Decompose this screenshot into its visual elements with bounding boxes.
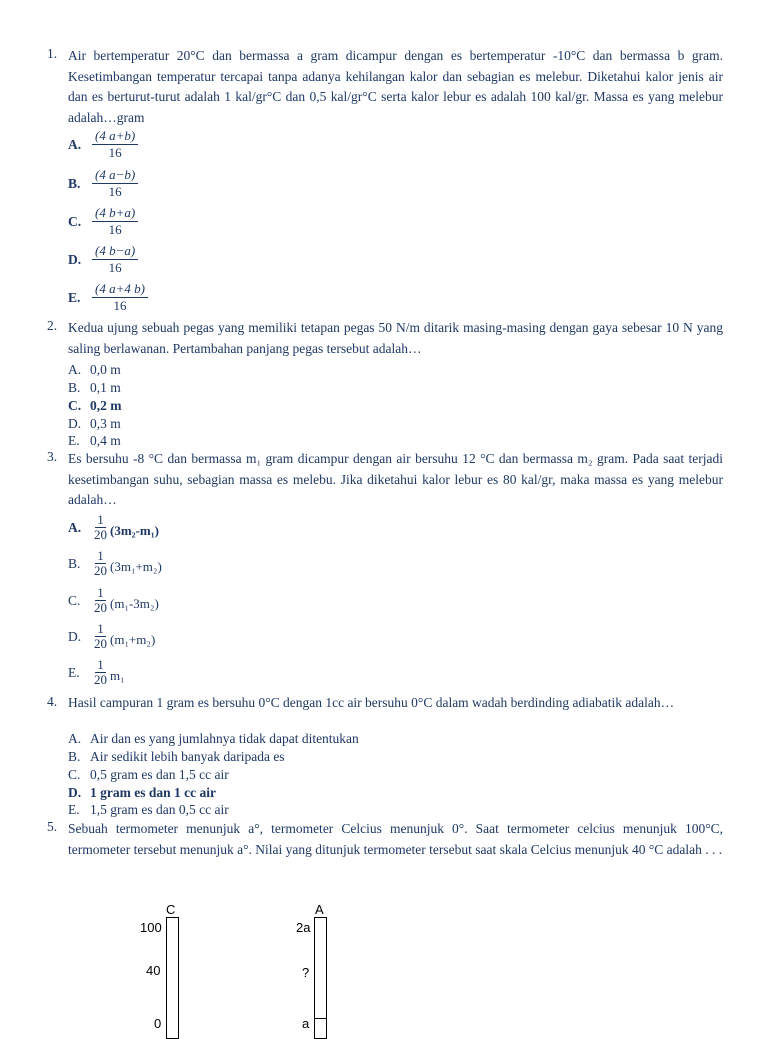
thermometer-a <box>314 917 327 1039</box>
thermometer-c <box>166 917 179 1039</box>
question-3 <box>47 449 723 511</box>
option-text: (m₁-3m₂) <box>110 595 159 611</box>
q2-option-b[interactable]: B. 0,1 m <box>68 380 121 395</box>
question-text: Hasil campuran 1 gram es bersuhu 0°C dengan 1cc air bersuhu 0°C dalam wadah berdinding adiabatik adalah… <box>68 695 675 710</box>
q4-option-d[interactable]: D. 1 gram es dan 1 cc air <box>68 785 216 800</box>
fraction: $\frac{(4 a+b)}{16}$ <box>92 128 138 161</box>
option-label: E. <box>68 664 80 680</box>
q2-option-c[interactable]: C. 0,2 m <box>68 398 122 413</box>
thermometer-c-mid-label: 40 <box>146 963 161 978</box>
option-text: m₁ <box>110 667 125 683</box>
option-text: (3m₂-m₁) <box>110 522 159 538</box>
question-number: 1. <box>47 46 58 61</box>
thermometer-c-top-label: 100 <box>140 920 162 935</box>
fraction: 1 20 <box>94 657 107 687</box>
thermometer-a-name: A <box>315 902 324 917</box>
question-text: Sebuah termometer menunjuk a°, termometer Celcius menunjuk 0°. Saat termometer celcius menunjuk 100°C, termometer tersebut menunjuk a°. Nilai yang ditunjuk termometer tersebut saat skala Celcius menunjuk 40 °C adalah . . . <box>68 821 723 857</box>
question-number: 4. <box>47 694 58 709</box>
q1-option-e[interactable] <box>68 281 148 314</box>
question-text: Es bersuhu -8 °C dan bermassa m₁ gram dicampur dengan air bersuhu 12 °C dan bermassa m₂ gram. Pada saat terjadi kesetimbangan suhu, sebagian massa es melebu. Jika diketahui kalor lebur es 80 kal/gr, maka massa es yang melebur adalah… <box>68 451 723 507</box>
q4-option-c[interactable]: C. 0,5 gram es dan 1,5 cc air <box>68 767 229 782</box>
q4-option-b[interactable]: B. Air sedikit lebih banyak daripada es <box>68 749 285 764</box>
option-label: E. <box>68 289 81 305</box>
q3-option-d[interactable] <box>68 622 155 651</box>
q1-option-d[interactable] <box>68 243 138 276</box>
option-label: D. <box>68 251 82 267</box>
option-label: A. <box>68 136 82 152</box>
q3-option-c[interactable] <box>68 586 159 615</box>
question-number: 3. <box>47 449 58 464</box>
fraction: 1 20 <box>94 585 107 615</box>
option-label: C. <box>68 592 81 608</box>
q3-option-a[interactable] <box>68 513 159 542</box>
q1-option-b[interactable] <box>68 167 138 200</box>
thermometer-c-name: C <box>166 902 176 917</box>
q4-option-a[interactable]: A. Air dan es yang jumlahnya tidak dapat ditentukan <box>68 731 359 746</box>
fraction: $\frac{(4 b-a)}{16}$ <box>92 243 138 276</box>
question-4 <box>47 694 723 712</box>
fraction: $\frac{(4 a+4 b)}{16}$ <box>92 281 148 314</box>
q2-option-a[interactable]: A. 0,0 m <box>68 362 121 377</box>
q1-option-c[interactable] <box>68 205 138 238</box>
thermometer-a-top-label: 2a <box>296 920 311 935</box>
option-label: C. <box>68 213 82 229</box>
question-number: 5. <box>47 819 58 834</box>
thermometer-a-bottom-tick <box>314 1018 327 1019</box>
fraction: $\frac{(4 b+a)}{16}$ <box>92 205 138 238</box>
fraction: $\frac{(4 a-b)}{16}$ <box>92 167 138 200</box>
question-number: 2. <box>47 318 58 333</box>
q4-option-e[interactable]: E. 1,5 gram es dan 0,5 cc air <box>68 802 229 817</box>
q2-option-e[interactable]: E. 0,4 m <box>68 433 121 448</box>
option-label: D. <box>68 628 82 644</box>
option-text: (3m₁+m₂) <box>110 558 162 574</box>
question-5 <box>47 819 723 860</box>
q2-option-d[interactable]: D. 0,3 m <box>68 416 121 431</box>
option-label: B. <box>68 175 81 191</box>
q1-option-a[interactable] <box>68 128 138 161</box>
option-text: (m₁+m₂) <box>110 631 156 647</box>
thermometer-a-mid-label: ? <box>302 965 310 980</box>
question-text: Kedua ujung sebuah pegas yang memiliki tetapan pegas 50 N/m ditarik masing-masing dengan gaya sebesar 10 N yang saling berlawanan. Pertambahan panjang pegas tersebut adalah… <box>68 320 723 356</box>
question-1 <box>47 46 723 128</box>
question-2 <box>47 318 723 359</box>
thermometer-c-bottom-label: 0 <box>154 1016 162 1031</box>
option-label: A. <box>68 519 82 535</box>
q3-option-e[interactable] <box>68 658 125 687</box>
fraction: 1 20 <box>94 512 107 542</box>
fraction: 1 20 <box>94 621 107 651</box>
question-text: Air bertemperatur 20°C dan bermassa a gram dicampur dengan es bertemperatur -10°C dan bermassa b gram. Kesetimbangan temperatur tercapai tanpa adanya kehilangan kalor dan sebagian es melebur. Diketahui kalor jenis air dan es berturut-turut adalah 1 kal/gr°C dan 0,5 kal/gr°C serta kalor lebur es adalah 100 kal/gr. Massa es yang melebur adalah…gram <box>68 48 723 125</box>
thermometer-a-bottom-label: a <box>302 1016 310 1031</box>
option-label: B. <box>68 555 81 571</box>
fraction: 1 20 <box>94 548 107 578</box>
q3-option-b[interactable] <box>68 549 162 578</box>
